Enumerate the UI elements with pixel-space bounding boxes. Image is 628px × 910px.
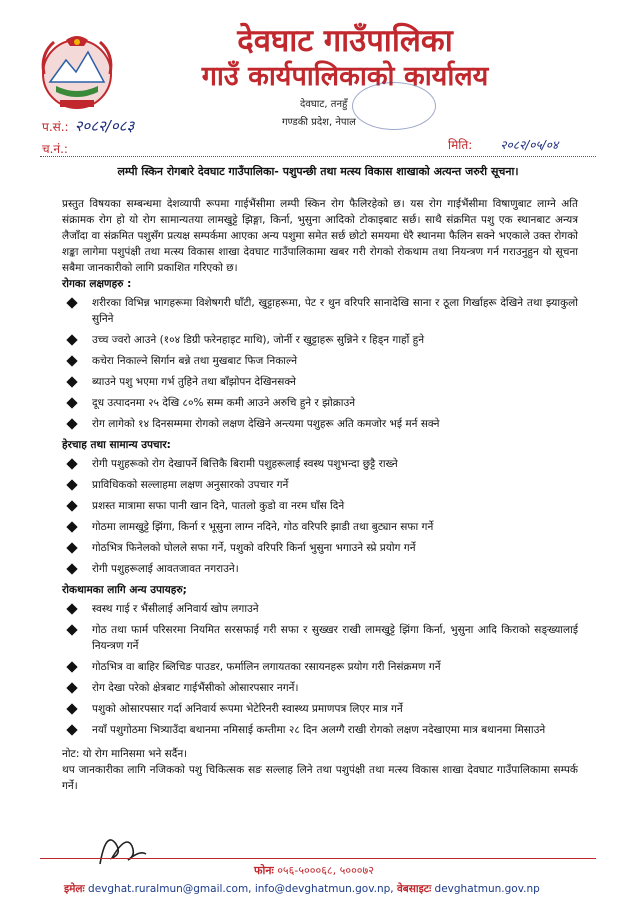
website-link[interactable]: devghatmun.gov.np — [434, 883, 540, 895]
list-item: गोठभित्र फिनेलको घोलले सफा गर्ने, पशुको वरिपरि किर्ना भुसुना भगाउने स्प्रे प्रयोग गर्ने — [62, 540, 578, 556]
diamond-bullet-icon — [66, 563, 77, 574]
office-name: देवघाट गाउँपालिका — [237, 23, 453, 59]
care-heading: हेरचाह तथा सामान्य उपचार: — [62, 439, 171, 451]
list-item: गोठमा लामखुट्टे झिंगा, किर्ना र भूसुना लाग्न नदिने, गोठ वरिपरि झाडी तथा बुट्यान सफा गर्ने — [62, 519, 578, 535]
diamond-bullet-icon — [66, 542, 77, 553]
diamond-bullet-icon — [66, 397, 77, 408]
list-item: रोगी पशुहरूलाई आवतजावत नगराउने। — [62, 561, 578, 577]
diamond-bullet-icon — [66, 603, 77, 614]
list-item: गोठभित्र वा बाहिर ब्लिचिङ पाउडर, फर्मालिन लगायतका रसायनहरू प्रयोग गरी निसंक्रमण गर्ने — [62, 659, 578, 675]
diamond-bullet-icon — [66, 334, 77, 345]
website-label: वेबसाइटः — [396, 883, 432, 895]
letter-body — [62, 196, 578, 794]
ref-label: प.सं.: — [42, 120, 69, 134]
list-item: स्वस्थ गाई र भैंसीलाई अनिवार्य खोप लगाउने — [62, 601, 578, 617]
diamond-bullet-icon — [66, 376, 77, 387]
footer-divider — [40, 858, 596, 859]
date-label: मिति: — [448, 138, 473, 152]
dispatch-number — [42, 140, 68, 157]
phone-label: फोनः — [254, 864, 274, 877]
list-item: शरीरका विभिन्न भागहरूमा विशेषगरी घाँटी, खुट्टाहरूमा, पेट र थुन वरिपरि सानादेखि साना र ठूला गिर्खाहरू देखिने तथा झ्याकुलो सुनिने — [62, 295, 578, 327]
office-address: देवघाट, तनहुँ — [300, 99, 348, 110]
diamond-bullet-icon — [66, 458, 77, 469]
care-list — [62, 456, 578, 577]
diamond-bullet-icon — [66, 724, 77, 735]
diamond-bullet-icon — [66, 479, 77, 490]
list-item: नयाँ पशुगोठमा भित्र्याउँदा बथानमा नमिसाई कम्तीमा २८ दिन अलग्गै राखी रोगको लक्षण नदेखाएमा मात्र बथानमा मिसाउने — [62, 722, 578, 738]
diamond-bullet-icon — [66, 500, 77, 511]
cha-label: च.नं.: — [42, 142, 68, 156]
email-label: इमेलः — [64, 883, 85, 895]
office-title: गाउँ कार्यपालिकाको कार्यालय — [201, 61, 489, 92]
subject-line: लम्पी स्किन रोगबारे देवघाट गाउँपालिका- पशुपन्छी तथा मत्स्य विकास शाखाको अत्यन्त जरुरी सूचना। — [117, 165, 519, 178]
ref-value: २०८२/०८३ — [74, 117, 135, 135]
list-item: ब्याउने पशु भएमा गर्भ तुहिने तथा बाँझोपन देखिनसक्ने — [62, 374, 578, 390]
list-item: प्रशस्त मात्रामा सफा पानी खान दिने, पातलो कुडो वा नरम घाँस दिने — [62, 498, 578, 514]
email-addresses[interactable]: devghat.ruralmun@gmail.com, info@devghatmun.gov.np, — [88, 883, 394, 895]
footer-contact — [64, 882, 604, 896]
list-item: गोठ तथा फार्म परिसरमा नियमित सरसफाई गरी सफा र सुख्खर राखी लामखुट्टे झिंगा किर्ना, भुसुना आदि किराको सङ्ख्यालाई नियन्त्रण गर्ने — [62, 622, 578, 654]
list-item: उच्च ज्वरो आउने (१०४ डिग्री फरेनहाइट माथि), जोर्नी र खुट्टाहरू सुन्निने र हिड्न गार्हो हुने — [62, 332, 578, 348]
symptoms-heading: रोगका लक्षणहरु : — [62, 278, 132, 290]
list-item: रोगी पशुहरूको रोग देखापर्ने बित्तिकै बिरामी पशुहरूलाई स्वस्थ पशुभन्दा छुट्टै राख्ने — [62, 456, 578, 472]
nepal-government-emblem-icon — [36, 30, 118, 112]
note-text: नोट: यो रोग मानिसमा भने सर्दैन। — [62, 748, 188, 760]
diamond-bullet-icon — [66, 297, 77, 308]
header-divider — [40, 156, 596, 157]
list-item: रोग देखा परेको क्षेत्रबाट गाईभैंसीको ओसारपसार नगर्ने। — [62, 680, 578, 696]
symptoms-list — [62, 295, 578, 432]
list-item: पशुको ओसारपसार गर्दा अनिवार्य रूपमा भेटेरिनरी स्वास्थ्य प्रमाणपत्र लिएर मात्र गर्ने — [62, 701, 578, 717]
diamond-bullet-icon — [66, 624, 77, 635]
office-stamp — [352, 82, 436, 130]
prevention-heading: रोकथामका लागि अन्य उपायहरु; — [62, 584, 187, 596]
diamond-bullet-icon — [66, 661, 77, 672]
list-item: कचेरा निकाल्ने सिर्गान बन्ने तथा मुखबाट फिज निकाल्ने — [62, 353, 578, 369]
list-item: प्राविधिकको सल्लाहमा लक्षण अनुसारको उपचार गर्ने — [62, 477, 578, 493]
closing-paragraph: थप जानकारीका लागि नजिकको पशु चिकित्सक सङ सल्लाह लिने तथा पशुपंक्षी तथा मत्स्य विकास शाखा देवघाट गाउँपालिकामा सम्पर्क गर्ने। — [62, 764, 578, 792]
footer-phone — [0, 863, 628, 878]
reference-number — [42, 116, 134, 136]
letter-date — [448, 136, 558, 153]
list-item: रोग लागेको १४ दिनसम्ममा रोगको लक्षण देखिने अन्त्यमा पशुहरू अति कमजोर भई मर्न सक्ने — [62, 416, 578, 432]
office-province: गण्डकी प्रदेश, नेपाल — [282, 117, 356, 128]
date-value: २०८२/०५/०४ — [500, 138, 559, 152]
diamond-bullet-icon — [66, 355, 77, 366]
diamond-bullet-icon — [66, 521, 77, 532]
phone-numbers: ०५६-५०००६८, ५०००७२ — [277, 864, 374, 877]
list-item: दूध उत्पादनमा २५ देखि ८०% सम्म कमी आउने अरुचि हुने र झोक्राउने — [62, 395, 578, 411]
diamond-bullet-icon — [66, 703, 77, 714]
diamond-bullet-icon — [66, 682, 77, 693]
intro-paragraph: प्रस्तुत विषयका सम्बन्धमा देशव्यापी रूपमा गाईभैंसीमा लम्पी स्किन रोग फैलिरहेको छ। यस रोग गाईभैंसीमा विषाणुबाट लाग्ने अति संक्रामक रोग हो यो रोग सामान्यतया लामखुट्टे झिङ्गा, किर्ना, भुसुना आदिको टोकाइबाट सर्छ। साथै संक्रमित पशु एक स्थानबाट अन्यत्र लैजाँदा वा संक्रमित पशुसँग प्रत्यक्ष सम्पर्कमा आएका अन्य पशुमा समेत सर्छ छोटो समयमा धेरै स्थानमा फैलिन सक्ने भएकाले उक्त रोगको शङ्का लागेमा पशुपंक्षी तथा मत्स्य विकास शाखा देवघाट गाउँपालिकामा खबर गरी रोगको रोकथाम तथा नियन्त्रण गर्न गराउनुहुन यो सूचना सबैमा जानकारीको लागि प्रकाशित गरिएको छ। — [62, 198, 578, 274]
diamond-bullet-icon — [66, 418, 77, 429]
prevention-list — [62, 601, 578, 738]
